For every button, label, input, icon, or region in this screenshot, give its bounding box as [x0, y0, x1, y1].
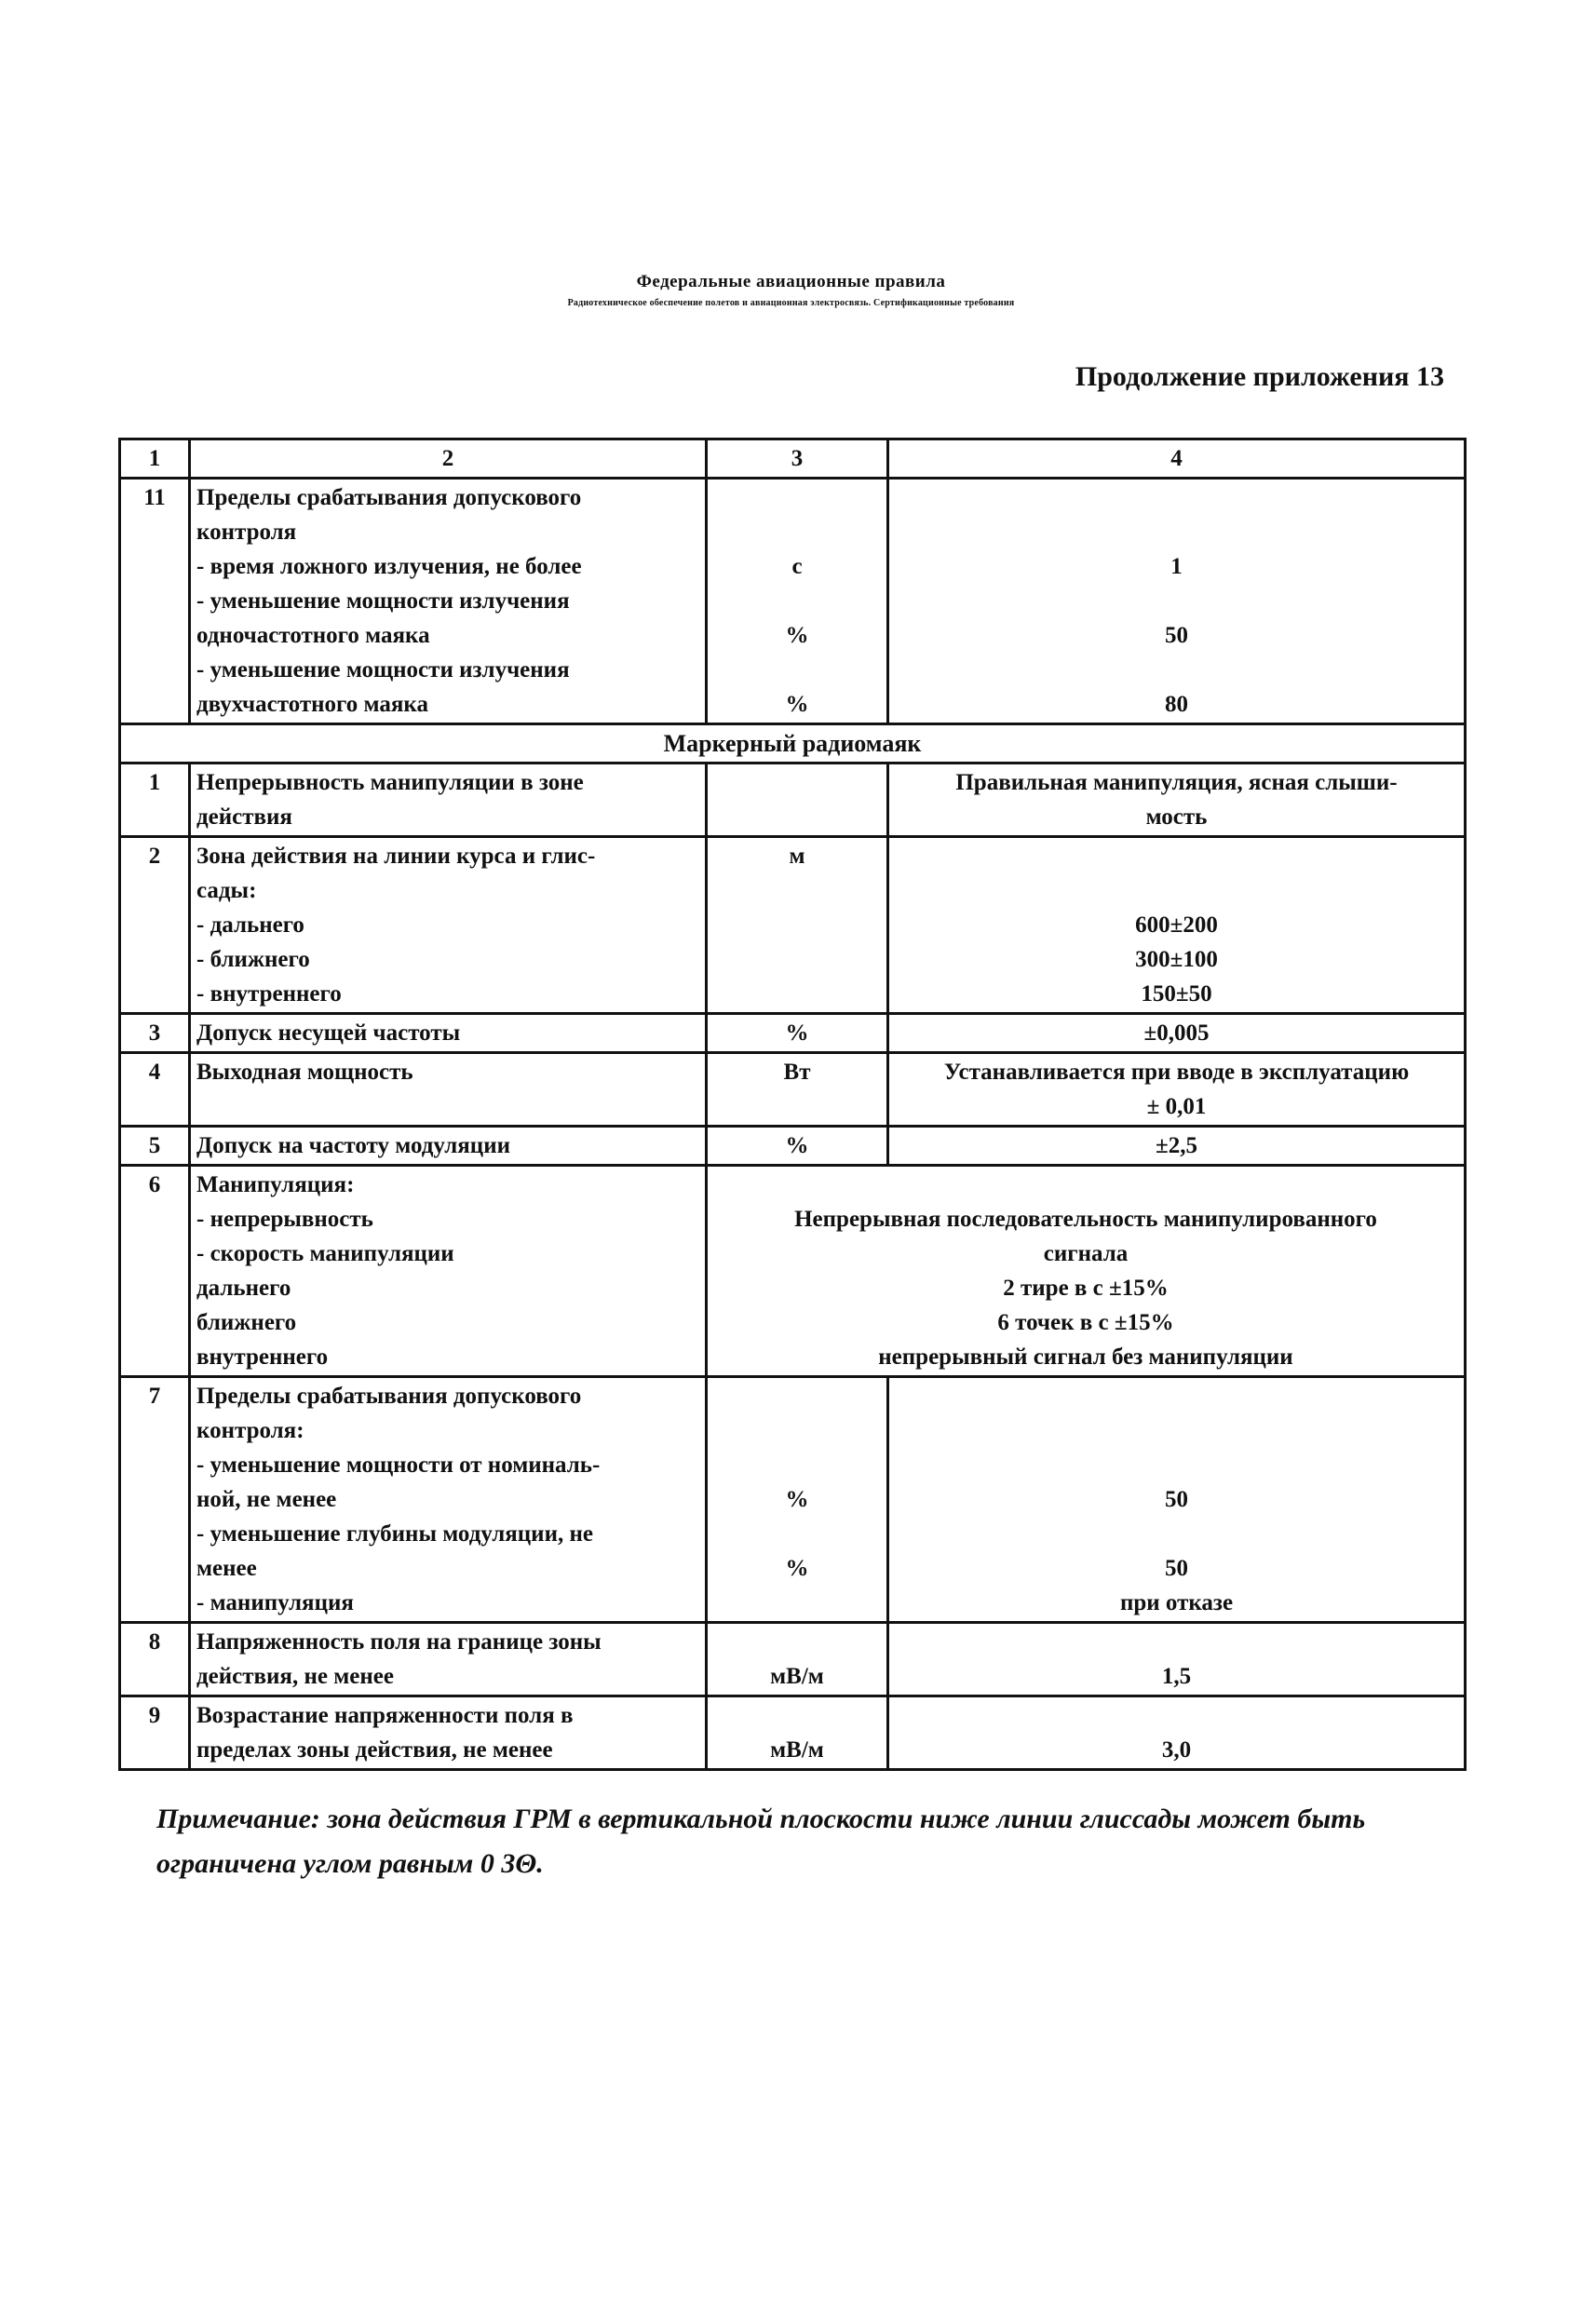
parameter-line: менее	[196, 1556, 257, 1581]
table-row	[120, 1623, 1466, 1696]
unit-cell: Вт	[707, 1053, 888, 1127]
table-row	[120, 1014, 1466, 1053]
parameter-cell: Допуск на частоту модуляции	[190, 1127, 707, 1166]
parameter-line: - уменьшение мощности от номиналь-	[196, 1452, 601, 1478]
manipulation-value-cell	[707, 1166, 1466, 1377]
parameter-line: - непрерывность	[196, 1207, 373, 1232]
parameter-line: Возрастание напряженности поля в	[196, 1703, 574, 1728]
col-header-4: 4	[888, 439, 1466, 479]
value-cell	[888, 1377, 1466, 1623]
table-row	[120, 1377, 1466, 1623]
value-line: 50	[1165, 1487, 1188, 1512]
row-number: 6	[120, 1166, 190, 1377]
parameter-line: Манипуляция:	[196, 1172, 355, 1197]
spacer-line	[895, 1448, 1458, 1482]
parameter-line: действия	[196, 804, 292, 830]
spacer-line	[713, 1625, 881, 1659]
value-line: Правильная манипуляция, ясная слыши-	[955, 770, 1398, 795]
parameter-line: пределах зоны действия, не менее	[196, 1737, 553, 1763]
row-number: 11	[120, 479, 190, 724]
spacer-line	[895, 1379, 1458, 1413]
table-row	[120, 837, 1466, 1014]
parameter-line: действия, не менее	[196, 1664, 394, 1689]
parameter-line: ближнего	[196, 1310, 297, 1335]
col-header-3: 3	[707, 439, 888, 479]
row-number: 8	[120, 1623, 190, 1696]
parameter-cell: Выходная мощность	[190, 1053, 707, 1127]
parameter-line: - манипуляция	[196, 1590, 354, 1615]
value-line: 300±100	[1135, 947, 1218, 972]
table-header-row	[120, 439, 1466, 479]
unit-cell	[707, 763, 888, 837]
parameter-line: Пределы срабатывания допускового	[196, 1384, 582, 1409]
parameter-line: Напряженность поля на границе зоны	[196, 1629, 602, 1655]
spacer-line	[713, 1379, 881, 1413]
table-row	[120, 1166, 1466, 1377]
col-header-1: 1	[120, 439, 190, 479]
value-line: сигнала	[1043, 1241, 1129, 1266]
value-cell	[888, 763, 1466, 837]
appendix-continuation: Продолжение приложения 13	[1075, 361, 1444, 392]
spacer-line	[713, 1168, 1458, 1202]
spacer-line	[895, 873, 1458, 908]
row-number: 4	[120, 1053, 190, 1127]
section-row	[120, 724, 1466, 763]
parameter-cell	[190, 1377, 707, 1623]
parameter-cell	[190, 1623, 707, 1696]
specification-table	[118, 438, 1467, 1771]
parameter-cell	[190, 1696, 707, 1770]
value-line: 600±200	[1135, 912, 1218, 938]
table-row	[120, 1053, 1466, 1127]
parameter-line: - внутреннего	[196, 981, 342, 1007]
spacer-line	[713, 1413, 881, 1448]
unit-value: с	[791, 554, 803, 579]
spacer-line	[713, 1517, 881, 1551]
unit-cell	[707, 1696, 888, 1770]
unit-cell	[707, 1623, 888, 1696]
value-cell: ±2,5	[888, 1127, 1466, 1166]
value-cell	[888, 837, 1466, 1014]
spacer-line	[895, 1413, 1458, 1448]
value-cell	[888, 1053, 1466, 1127]
parameter-cell: Допуск несущей частоты	[190, 1014, 707, 1053]
spacer-line	[713, 515, 881, 549]
parameter-line: дальнего	[196, 1276, 291, 1301]
col-header-2: 2	[190, 439, 707, 479]
value-line: мость	[1145, 804, 1208, 830]
spacer-line	[895, 1517, 1458, 1551]
parameter-line: двухчастотного маяка	[196, 692, 428, 717]
parameter-line: ной, не менее	[196, 1487, 337, 1512]
spacer-line	[895, 584, 1458, 618]
document-title: Федеральные авиационные правила	[636, 272, 946, 291]
unit-value: м	[789, 844, 805, 869]
value-line: 3,0	[1161, 1737, 1192, 1763]
spacer-line	[713, 1698, 881, 1733]
parameter-cell	[190, 763, 707, 837]
value-line: 50	[1165, 1556, 1188, 1581]
value-line: 150±50	[1141, 981, 1212, 1007]
parameter-line: контроля	[196, 520, 297, 545]
parameter-line: сады:	[196, 878, 257, 903]
spacer-line	[713, 1448, 881, 1482]
parameter-line: внутреннего	[196, 1344, 329, 1370]
parameter-line: - уменьшение глубины модуляции, не	[196, 1521, 593, 1547]
parameter-cell	[190, 479, 707, 724]
value-cell	[888, 1696, 1466, 1770]
unit-value: %	[785, 623, 809, 648]
footnote: Примечание: зона действия ГРМ в вертикальной плоскости ниже линии глиссады может быть ограничена углом равным 0 3Θ.	[156, 1804, 1366, 1879]
unit-value: мВ/м	[770, 1737, 824, 1763]
spacer-line	[895, 1625, 1458, 1659]
spacer-line	[713, 584, 881, 618]
parameter-line: Непрерывность манипуляции в зоне	[196, 770, 584, 795]
parameter-line: - дальнего	[196, 912, 304, 938]
spacer-line	[895, 480, 1458, 515]
value-line: Непрерывная последовательность манипулированного	[794, 1207, 1377, 1232]
table-row	[120, 479, 1466, 724]
value-cell: ±0,005	[888, 1014, 1466, 1053]
value-line: при отказе	[1119, 1590, 1234, 1615]
value-cell	[888, 479, 1466, 724]
document-subtitle: Радиотехническое обеспечение полетов и авиационная электросвязь. Сертификационные требования	[567, 298, 1015, 308]
unit-value: %	[785, 692, 809, 717]
row-number: 7	[120, 1377, 190, 1623]
parameter-line: - скорость манипуляции	[196, 1241, 454, 1266]
parameter-line: - уменьшение мощности излучения	[196, 588, 570, 614]
spacer-line	[895, 1698, 1458, 1733]
value-line: 80	[1165, 692, 1188, 717]
value-cell	[888, 1623, 1466, 1696]
table-row	[120, 763, 1466, 837]
parameter-line: - уменьшение мощности излучения	[196, 657, 570, 682]
spacer-line	[895, 653, 1458, 687]
parameter-cell	[190, 837, 707, 1014]
row-number: 3	[120, 1014, 190, 1053]
parameter-line: Пределы срабатывания допускового	[196, 485, 582, 510]
parameter-cell	[190, 1166, 707, 1377]
parameter-line: - ближнего	[196, 947, 310, 972]
page-header	[0, 272, 1582, 308]
row-number: 2	[120, 837, 190, 1014]
spacer-line	[713, 653, 881, 687]
spacer-line	[713, 480, 881, 515]
unit-cell	[707, 479, 888, 724]
section-title: Маркерный радиомаяк	[120, 724, 1466, 763]
unit-cell: %	[707, 1014, 888, 1053]
value-line: 1	[1170, 554, 1183, 579]
unit-cell	[707, 1377, 888, 1623]
table-row	[120, 1696, 1466, 1770]
table-row	[120, 1127, 1466, 1166]
value-line: 6 точек в с ±15%	[997, 1310, 1174, 1335]
value-line: непрерывный сигнал без манипуляции	[878, 1344, 1293, 1370]
row-number: 5	[120, 1127, 190, 1166]
value-line: 1,5	[1161, 1664, 1192, 1689]
unit-cell	[707, 837, 888, 1014]
spacer-line	[895, 839, 1458, 873]
value-line: ± 0,01	[1146, 1094, 1207, 1119]
unit-value: %	[785, 1487, 809, 1512]
value-line: 50	[1165, 623, 1188, 648]
unit-value: %	[785, 1556, 809, 1581]
row-number: 9	[120, 1696, 190, 1770]
value-line: Устанавливается при вводе в эксплуатацию	[943, 1060, 1410, 1085]
parameter-line: одночастотного маяка	[196, 623, 430, 648]
parameter-line: контроля:	[196, 1418, 304, 1443]
parameter-line: - время ложного излучения, не более	[196, 554, 582, 579]
value-line: 2 тире в с ±15%	[1003, 1276, 1169, 1301]
unit-cell: %	[707, 1127, 888, 1166]
unit-value: мВ/м	[770, 1664, 824, 1689]
parameter-line: Зона действия на линии курса и глис-	[196, 844, 596, 869]
row-number: 1	[120, 763, 190, 837]
spacer-line	[895, 515, 1458, 549]
